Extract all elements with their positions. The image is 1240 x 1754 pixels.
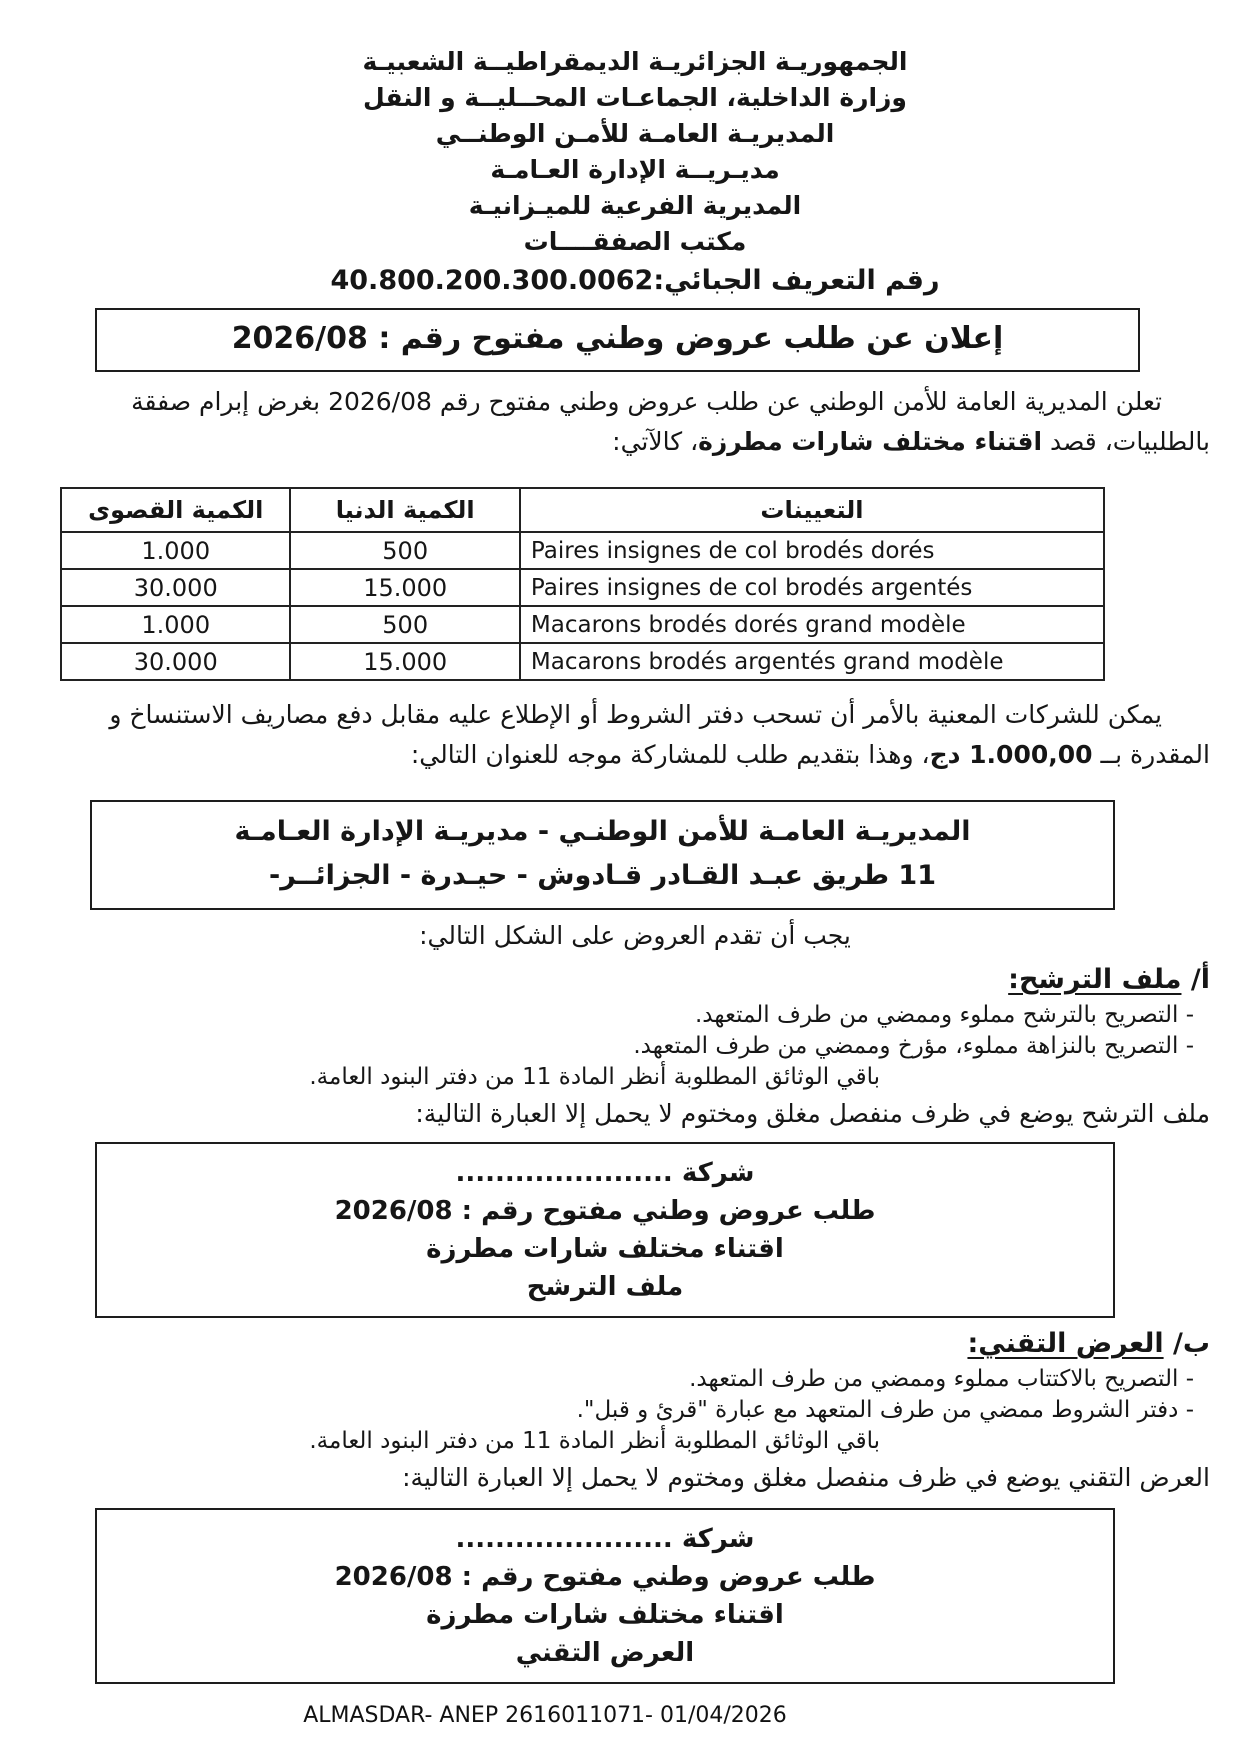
designation-cell: Macarons brodés dorés grand modèle bbox=[520, 606, 1104, 643]
column-header-max-quantity: الكمية القصوى bbox=[61, 488, 290, 532]
announcement-title-box bbox=[95, 308, 1140, 372]
anep-footer: ALMASDAR- ANEP 2616011071- 01/04/2026 bbox=[303, 1703, 787, 1728]
envelope-object-line: اقتناء مختلف شارات مطرزة bbox=[426, 1600, 784, 1630]
section-a-title: ملف الترشح: bbox=[1008, 964, 1182, 995]
envelope-tender-line: طلب عروض وطني مفتوح رقم : 2026/08 bbox=[334, 1196, 876, 1226]
section-b-bullet-subscription: - التصريح بالاكتتاب مملوء وممضي من طرف المتعهد. bbox=[689, 1366, 1194, 1392]
withdrawal-fee-amount: 1.000,00 دج bbox=[929, 740, 1093, 769]
section-a-bullet-declaration: - التصريح بالترشح مملوء وممضي من طرف المتعهد. bbox=[694, 1002, 1194, 1028]
section-a-bullet-integrity: - التصريح بالنزاهة مملوء، مؤرخ وممضي من طرف المتعهد. bbox=[633, 1033, 1194, 1059]
min-quantity-cell: 15.000 bbox=[290, 569, 519, 606]
envelope-tender-line: طلب عروض وطني مفتوح رقم : 2026/08 bbox=[334, 1562, 876, 1592]
header-line-markets-office: مكتب الصفقــــات bbox=[523, 227, 747, 256]
tax-id-label: رقم التعريف الجبائي: bbox=[653, 265, 940, 296]
designation-cell: Paires insignes de col brodés argentés bbox=[520, 569, 1104, 606]
column-header-min-quantity: الكمية الدنيا bbox=[290, 488, 519, 532]
technical-offer-envelope-box bbox=[95, 1508, 1115, 1684]
table-row bbox=[61, 569, 1104, 606]
max-quantity-cell: 1.000 bbox=[61, 532, 290, 569]
max-quantity-cell: 30.000 bbox=[61, 643, 290, 680]
column-header-designations: التعيينات bbox=[520, 488, 1104, 532]
address-line-directorate: المديريـة العامـة للأمن الوطنـي - مديريـة الإدارة العـامـة bbox=[234, 816, 971, 847]
address-line-street: 11 طريق عبـد القـادر قـادوش - حيـدرة - الجزائــر- bbox=[268, 860, 936, 891]
document-header bbox=[60, 44, 1210, 260]
section-b-envelope-note: العرض التقني يوضع في ظرف منفصل مغلق ومختوم لا يحمل إلا العبارة التالية: bbox=[402, 1463, 1210, 1492]
envelope-company-line: شركة ...................... bbox=[455, 1524, 755, 1554]
min-quantity-cell: 15.000 bbox=[290, 643, 519, 680]
header-line-republic: الجمهوريـة الجزائريـة الديمقراطيــة الشعبيـة bbox=[362, 47, 908, 76]
section-a-prefix: أ/ bbox=[1181, 964, 1210, 995]
intro-paragraph bbox=[60, 382, 1210, 462]
envelope-object-line: اقتناء مختلف شارات مطرزة bbox=[426, 1234, 784, 1264]
section-a-heading bbox=[60, 960, 1210, 1000]
max-quantity-cell: 30.000 bbox=[61, 569, 290, 606]
tax-id-line bbox=[60, 262, 1210, 300]
tax-id-value: 40.800.200.300.0062 bbox=[330, 265, 654, 296]
section-b-bullet-specifications: - دفتر الشروط ممضي من طرف المتعهد مع عبارة "قرئ و قبل". bbox=[576, 1397, 1194, 1423]
designation-cell: Paires insignes de col brodés dorés bbox=[520, 532, 1104, 569]
header-line-general-admin: مديـريــة الإدارة العـامـة bbox=[490, 155, 780, 184]
designation-cell: Macarons brodés argentés grand modèle bbox=[520, 643, 1104, 680]
envelope-file-type-line: ملف الترشح bbox=[526, 1272, 684, 1302]
announcement-title: إعلان عن طلب عروض وطني مفتوح رقم : 2026/08 bbox=[231, 321, 1004, 356]
min-quantity-cell: 500 bbox=[290, 606, 519, 643]
section-a-remaining-docs-note: باقي الوثائق المطلوبة أنظر المادة 11 من دفتر البنود العامة. bbox=[309, 1064, 880, 1090]
items-table bbox=[60, 487, 1105, 681]
header-line-dgsn: المديريـة العامـة للأمـن الوطنــي bbox=[435, 119, 835, 148]
items-table-header-row bbox=[61, 488, 1104, 532]
max-quantity-cell: 1.000 bbox=[61, 606, 290, 643]
table-row bbox=[61, 643, 1104, 680]
presentation-note: يجب أن تقدم العروض على الشكل التالي: bbox=[419, 921, 851, 950]
min-quantity-cell: 500 bbox=[290, 532, 519, 569]
intro-text-bold-object: اقتناء مختلف شارات مطرزة bbox=[698, 427, 1043, 456]
section-b-remaining-docs-note: باقي الوثائق المطلوبة أنظر المادة 11 من دفتر البنود العامة. bbox=[309, 1428, 880, 1454]
envelope-company-line: شركة ...................... bbox=[455, 1158, 755, 1188]
intro-text-start: تعلن المديرية العامة للأمن الوطني عن طلب عروض وطني مفتوح رقم 2026/08 بغرض إبرام صفقة بالطلبيات، قصد bbox=[131, 387, 1210, 456]
envelope-file-type-line: العرض التقني bbox=[515, 1638, 695, 1668]
withdrawal-text-start: يمكن للشركات المعنية بالأمر أن تسحب دفتر الشروط أو الإطلاع عليه مقابل دفع مصاريف الاستنساخ و المقدرة بــ bbox=[109, 700, 1210, 769]
address-box bbox=[90, 800, 1115, 910]
section-b-title: العرض التقني: bbox=[967, 1328, 1164, 1359]
table-row bbox=[61, 606, 1104, 643]
withdrawal-paragraph bbox=[60, 695, 1210, 775]
section-b-heading bbox=[60, 1324, 1210, 1364]
candidature-envelope-box bbox=[95, 1142, 1115, 1318]
table-row bbox=[61, 532, 1104, 569]
intro-text-end: ، كالآتي: bbox=[612, 427, 699, 456]
header-line-ministry: وزارة الداخلية، الجماعـات المحــليــة و النقل bbox=[363, 83, 907, 112]
section-b-prefix: ب/ bbox=[1163, 1328, 1210, 1359]
withdrawal-text-end: ، وهذا بتقديم طلب للمشاركة موجه للعنوان التالي: bbox=[410, 740, 930, 769]
section-a-envelope-note: ملف الترشح يوضع في ظرف منفصل مغلق ومختوم لا يحمل إلا العبارة التالية: bbox=[415, 1099, 1210, 1128]
header-line-budget-subdir: المديرية الفرعية للميـزانيـة bbox=[468, 191, 802, 220]
